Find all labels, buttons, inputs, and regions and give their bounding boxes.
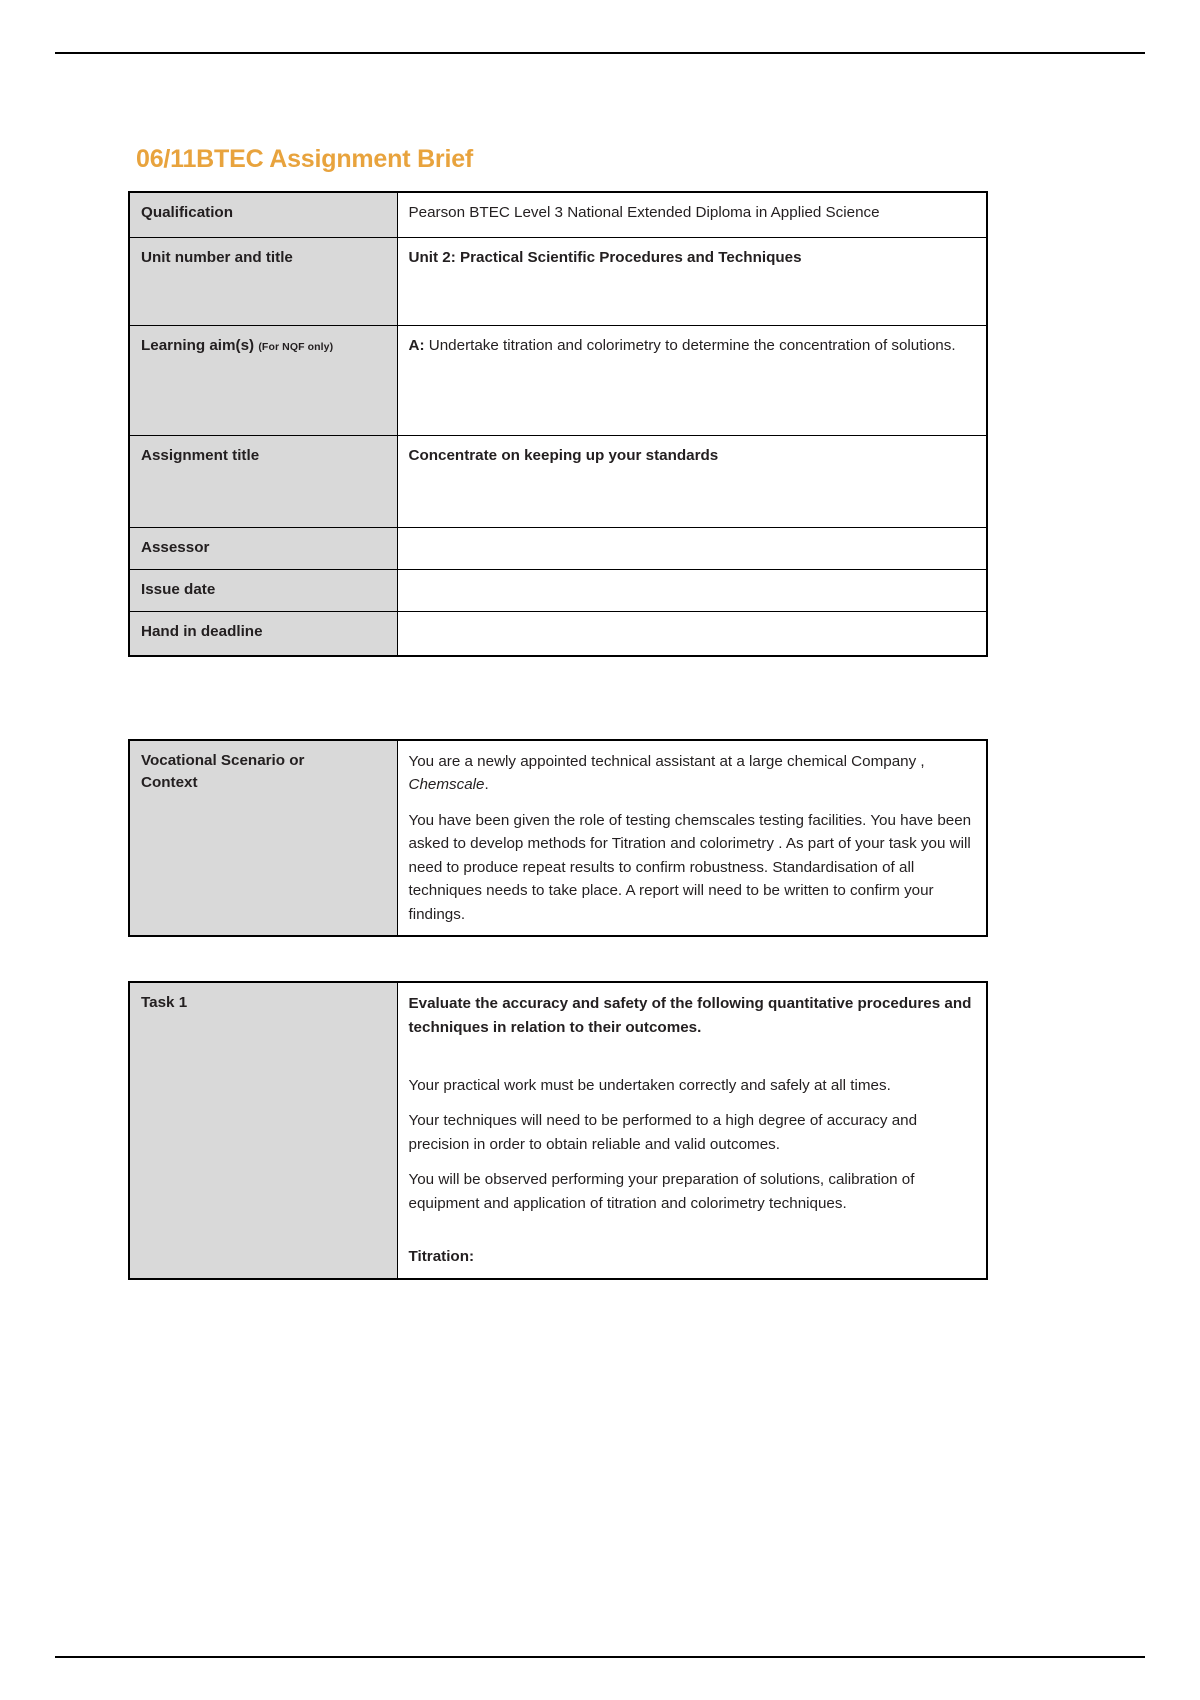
table-row: [129, 238, 987, 326]
row-label-assignment-title: Assignment title: [129, 436, 397, 528]
row-value-issue-date[interactable]: [397, 570, 987, 612]
row-label-learning-aims: [129, 326, 397, 436]
table-row: [129, 326, 987, 436]
scenario-p1-after: .: [484, 776, 489, 794]
row-value-vocational-scenario: [397, 740, 987, 937]
page-top-rule: [55, 52, 1145, 54]
task-gap: [409, 1052, 976, 1074]
scenario-p1-before: You are a newly appointed technical assistant at a large chemical Company ,: [408, 752, 925, 770]
task-1-table: [128, 981, 988, 1280]
table-row: [129, 570, 987, 612]
learning-aim-letter: A:: [408, 337, 425, 354]
row-label-qualification: Qualification: [129, 192, 397, 238]
row-value-assessor[interactable]: [397, 528, 987, 570]
page-title: 06/11BTEC Assignment Brief: [136, 145, 474, 173]
assignment-brief-table: [128, 191, 988, 657]
learning-aim-text: Undertake titration and colorimetry to determine the concentration of solutions.: [428, 337, 956, 354]
row-value-task-1: [397, 982, 987, 1279]
scenario-label-line-2: Context: [141, 773, 198, 791]
learning-aims-label-text: Learning aim(s): [141, 337, 255, 354]
task-gap: [409, 1227, 976, 1245]
page-content: [128, 146, 990, 1280]
table-row: [129, 436, 987, 528]
table-row: [129, 982, 987, 1279]
section-spacer: [128, 937, 990, 981]
task-1-paragraph-2: Your techniques will need to be performed to a high degree of accuracy and precision in order to obtain reliable and valid outcomes.: [408, 1112, 918, 1153]
page-bottom-rule: [55, 1656, 1145, 1658]
task-1-paragraph-3: You will be observed performing your preparation of solutions, calibration of equipment and application of titration and colorimetry techniques.: [408, 1171, 915, 1212]
vocational-scenario-table: [128, 739, 988, 938]
row-value-assignment-title: Concentrate on keeping up your standards: [397, 436, 987, 528]
row-label-vocational-scenario: [129, 740, 397, 937]
table-row: [129, 612, 987, 656]
task-1-subheading: Titration:: [408, 1248, 475, 1266]
row-label-assessor: Assessor: [129, 528, 397, 570]
table-row: [129, 528, 987, 570]
scenario-label-line-1: Vocational Scenario or: [141, 751, 305, 769]
scenario-company-name: Chemscale: [408, 776, 485, 794]
table-row: [129, 740, 987, 937]
task-1-heading: Evaluate the accuracy and safety of the following quantitative procedures and techniques in relation to their outcomes.: [408, 995, 972, 1036]
task-1-paragraph-1: Your practical work must be undertaken correctly and safely at all times.: [408, 1076, 891, 1094]
row-value-hand-in-deadline[interactable]: [397, 612, 987, 656]
row-label-issue-date: Issue date: [129, 570, 397, 612]
row-label-hand-in-deadline: Hand in deadline: [129, 612, 397, 656]
section-spacer: [128, 657, 990, 739]
row-label-unit-number-and-title: Unit number and title: [129, 238, 397, 326]
row-value-qualification: Pearson BTEC Level 3 National Extended Diploma in Applied Science: [397, 192, 987, 238]
scenario-paragraph-1: [409, 750, 976, 797]
row-value-unit-number-and-title: Unit 2: Practical Scientific Procedures and Techniques: [397, 238, 987, 326]
row-label-task-1: Task 1: [129, 982, 397, 1279]
table-row: [129, 192, 987, 238]
learning-aims-label-note: (For NQF only): [258, 341, 334, 353]
scenario-paragraph-2: You have been given the role of testing chemscales testing facilities. You have been asked to develop methods for Titration and colorimetry . As part of your task you will need to produce repeat results to confirm robustness. Standardisation of all techniques needs to take place. A report will need to be written to confirm your findings.: [408, 811, 972, 923]
row-value-learning-aims: [397, 326, 987, 436]
